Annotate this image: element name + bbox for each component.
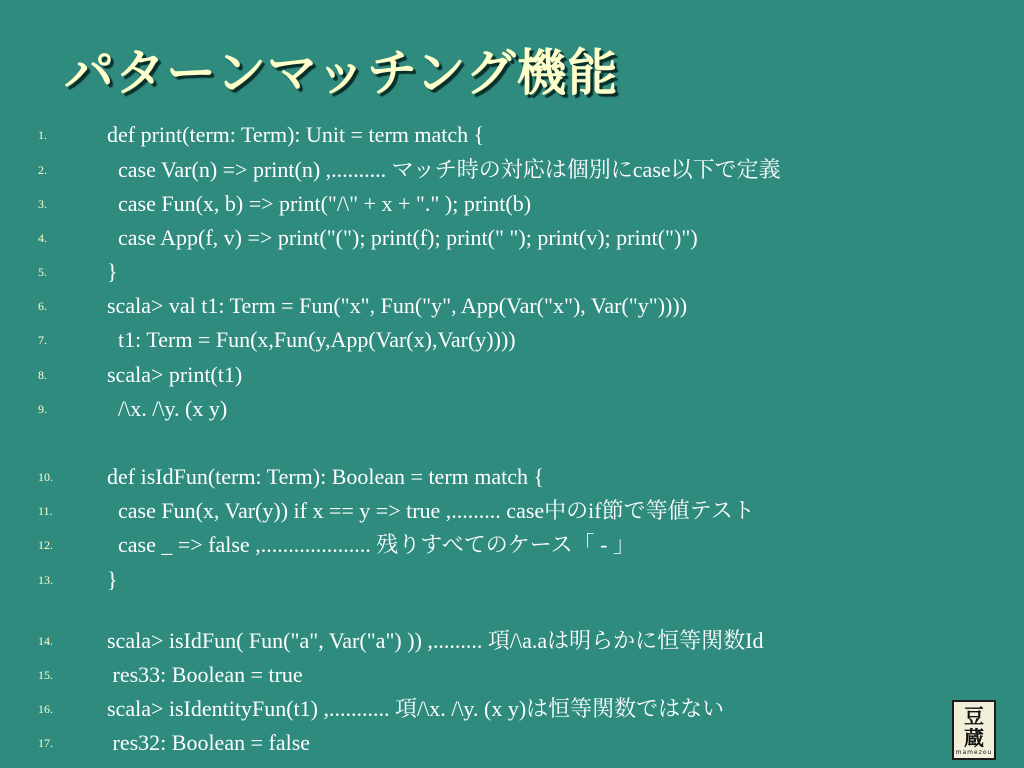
- logo-kanji-bottom: 蔵: [964, 726, 984, 750]
- code-text: def print(term: Term): Unit = term match {: [107, 122, 485, 147]
- logo-subtext: mamezou: [955, 749, 993, 756]
- code-text: scala> isIdFun( Fun("a", Var("a") )) ,......... 項/\a.aは明らかに恒等関数Id: [107, 628, 764, 653]
- line-number: 1.: [38, 128, 47, 142]
- code-text: }: [107, 567, 118, 592]
- code-text: case Fun(x, b) => print("/\" + x + "." ); print(b): [107, 191, 532, 216]
- line-number: 12.: [38, 538, 53, 552]
- line-number: 16.: [38, 702, 53, 716]
- code-text: case Fun(x, Var(y)) if x == y => true ,......... case中のif節で等値テスト: [107, 498, 755, 523]
- line-number: 11.: [38, 504, 53, 518]
- line-number: 13.: [38, 573, 53, 587]
- line-number: 8.: [38, 368, 47, 382]
- line-number: 7.: [38, 333, 47, 347]
- line-number: 3.: [38, 197, 47, 211]
- code-text: case App(f, v) => print("("); print(f); print(" "); print(v); print(")"): [107, 225, 698, 250]
- line-number: 9.: [38, 402, 47, 416]
- code-text: res33: Boolean = true: [107, 662, 303, 687]
- line-number: 10.: [38, 470, 53, 484]
- line-number: 2.: [38, 163, 47, 177]
- slide-title: パターンマッチング機能: [64, 44, 619, 102]
- code-text: case _ => false ,.................... 残りすべてのケース「 - 」: [107, 532, 635, 557]
- logo-kanji-top: 豆: [964, 704, 984, 728]
- code-text: scala> val t1: Term = Fun("x", Fun("y", App(Var("x"), Var("y")))): [107, 293, 688, 318]
- code-text: }: [107, 259, 118, 284]
- mamezou-logo: [952, 700, 996, 760]
- code-text: res32: Boolean = false: [107, 730, 311, 755]
- line-number: 6.: [38, 299, 47, 313]
- line-number: 4.: [38, 231, 47, 245]
- code-text: /\x. /\y. (x y): [107, 396, 228, 421]
- line-number: 15.: [38, 668, 53, 682]
- code-text: scala> print(t1): [107, 362, 243, 387]
- line-number: 5.: [38, 265, 47, 279]
- code-text: def isIdFun(term: Term): Boolean = term match {: [107, 464, 545, 489]
- code-text: case Var(n) => print(n) ,.......... マッチ時の対応は個別にcase以下で定義: [107, 157, 781, 182]
- code-text: scala> isIdentityFun(t1) ,........... 項/\x. /\y. (x y)は恒等関数ではない: [107, 696, 725, 721]
- line-number: 14.: [38, 634, 53, 648]
- code-text: t1: Term = Fun(x,Fun(y,App(Var(x),Var(y)))): [107, 327, 516, 352]
- line-number: 17.: [38, 736, 53, 750]
